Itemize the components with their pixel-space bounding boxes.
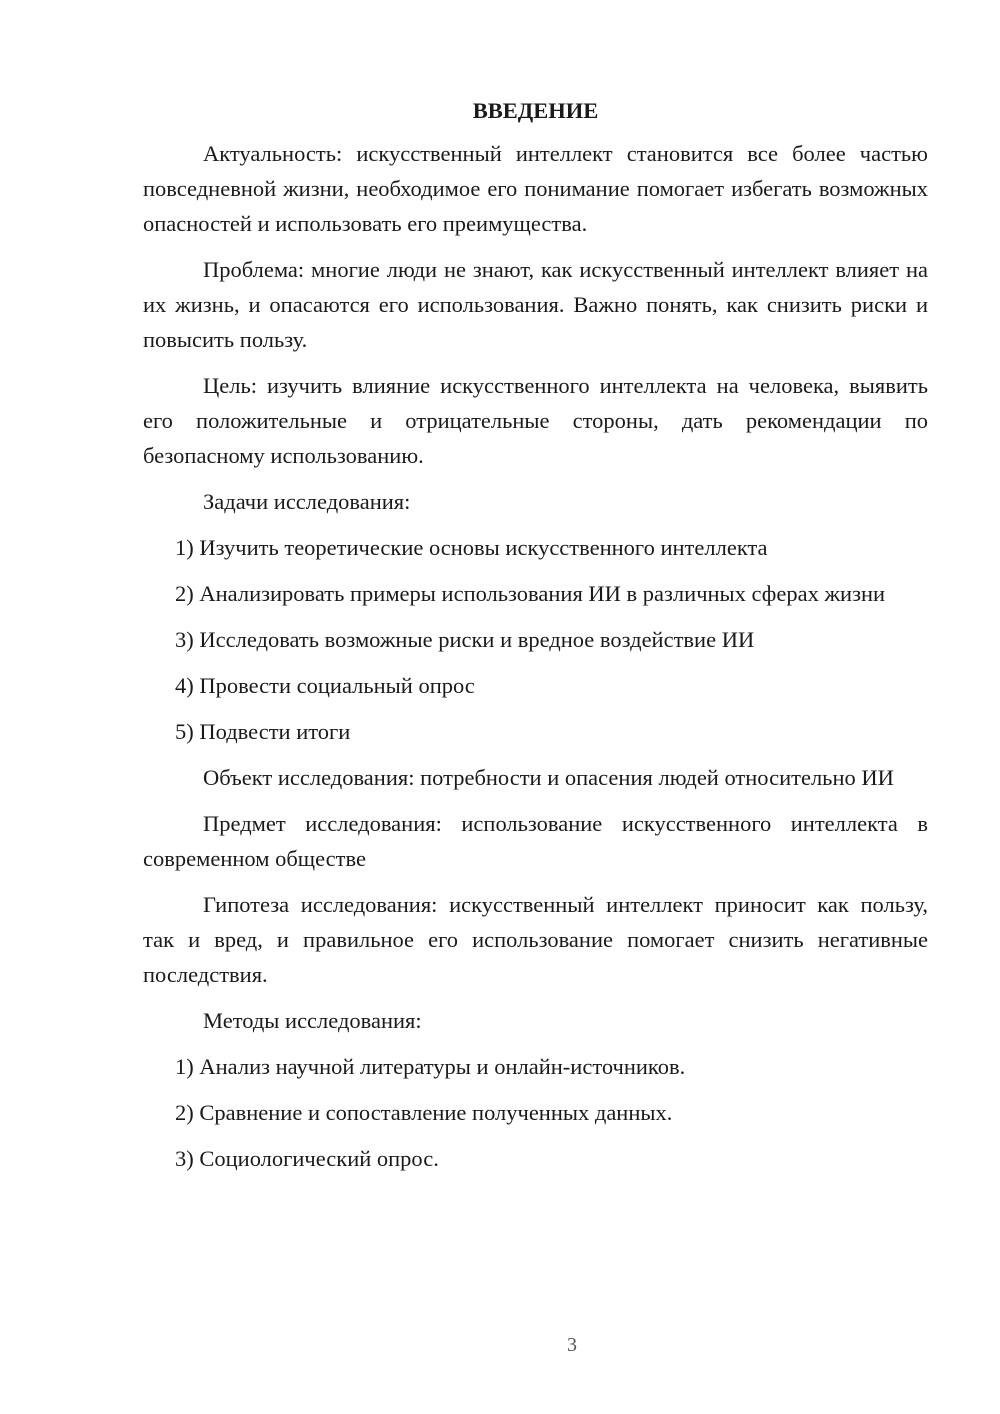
problem-paragraph: Проблема: многие люди не знают, как искусственный интеллект влияет на их жизнь, и опасаются его использования. Важно понять, как снизить риски и повысить пользу. [143, 257, 928, 352]
task-item: 3) Исследовать возможные риски и вредное воздействие ИИ [175, 627, 755, 652]
hypothesis-paragraph: Гипотеза исследования: искусственный интеллект приносит как пользу, так и вред, и правильное его использование помогает снизить негативные последствия. [143, 892, 928, 987]
task-item: 4) Провести социальный опрос [175, 673, 475, 698]
methods-heading: Методы исследования: [203, 1008, 422, 1033]
page-number: 3 [567, 1334, 577, 1356]
page-title: ВВЕДЕНИЕ [472, 98, 599, 123]
relevance-paragraph: Актуальность: искусственный интеллект становится все более частью повседневной жизни, необходимое его понимание помогает избегать возможных опасностей и использовать его преимущества. [143, 141, 928, 236]
method-item: 2) Сравнение и сопоставление полученных данных. [175, 1100, 673, 1125]
method-item: 1) Анализ научной литературы и онлайн-источников. [175, 1054, 686, 1079]
task-item: 1) Изучить теоретические основы искусственного интеллекта [175, 535, 768, 560]
subject-paragraph: Предмет исследования: использование искусственного интеллекта в современном обществе [143, 811, 928, 871]
task-item: 2) Анализировать примеры использования ИИ в различных сферах жизни [175, 581, 886, 606]
tasks-heading: Задачи исследования: [203, 489, 411, 514]
method-item: 3) Социологический опрос. [175, 1146, 439, 1171]
goal-paragraph: Цель: изучить влияние искусственного интеллекта на человека, выявить его положительные и отрицательные стороны, дать рекомендации по безопасному использованию. [143, 373, 928, 468]
page-content [143, 96, 928, 1187]
object-paragraph: Объект исследования: потребности и опасения людей относительно ИИ [203, 765, 894, 790]
task-item: 5) Подвести итоги [175, 719, 351, 744]
